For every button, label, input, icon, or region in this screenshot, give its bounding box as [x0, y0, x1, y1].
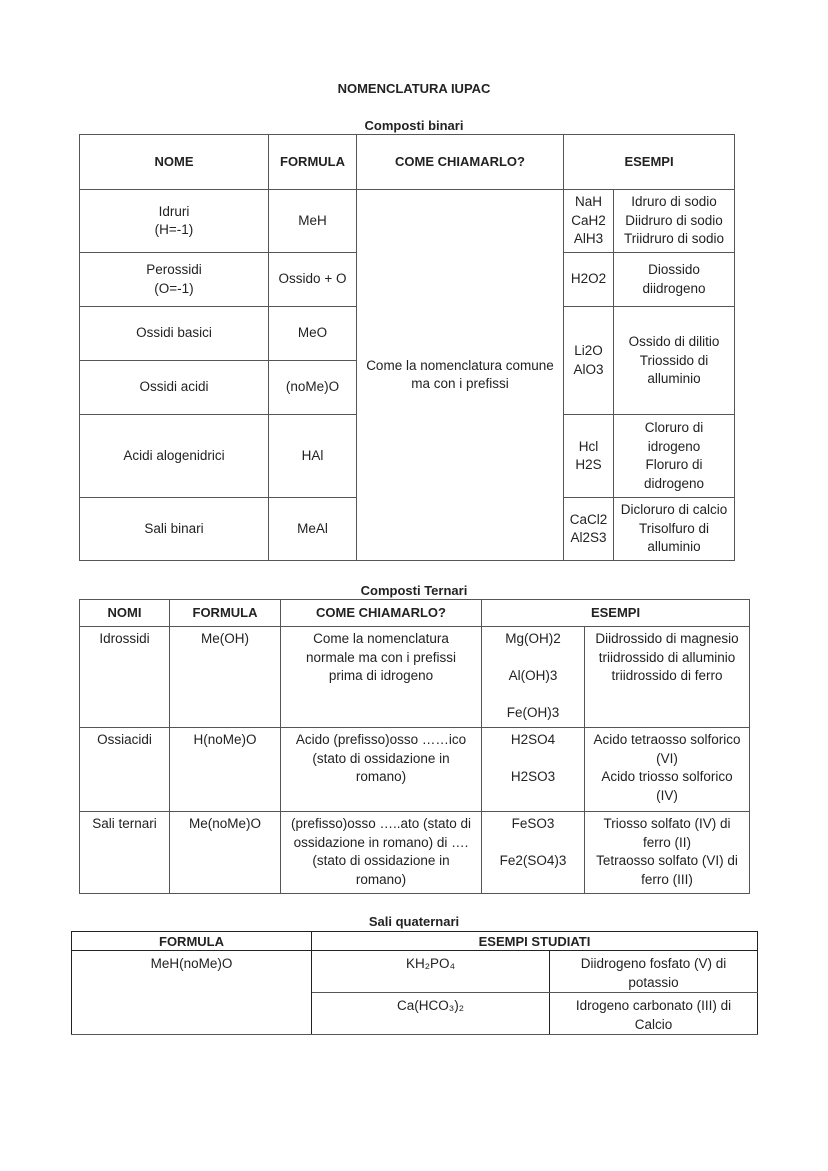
header-formula: FORMULA: [269, 135, 357, 190]
example-name-cell: Idrogeno carbonato (III) di Calcio: [550, 993, 758, 1035]
formula-cell: Me(OH): [170, 627, 281, 728]
formula-cell: MeH(noMe)O: [72, 951, 312, 1035]
example-formula-cell: CaCl2 Al2S3: [564, 498, 614, 561]
header-come-chiamarlo: COME CHIAMARLO?: [281, 600, 482, 627]
nome-cell: Ossidi basici: [80, 307, 269, 361]
quaternari-header-row: [72, 932, 758, 951]
nome-cell: Perossidi (O=-1): [80, 253, 269, 307]
table-row: [80, 190, 735, 253]
example-name-cell: Cloruro di idrogeno Floruro di didrogeno: [614, 415, 735, 498]
example-formula-cell: Li2O AlO3: [564, 307, 614, 415]
nome-cell: Ossidi acidi: [80, 361, 269, 415]
table-row: [80, 812, 750, 894]
example-name-cell: Diossido diidrogeno: [614, 253, 735, 307]
example-name-cell: Diidrogeno fosfato (V) di potassio: [550, 951, 758, 993]
nome-cell: Ossiacidi: [80, 728, 170, 812]
quaternari-table: [71, 931, 758, 1035]
formula-cell: MeAl: [269, 498, 357, 561]
header-esempi-studiati: ESEMPI STUDIATI: [312, 932, 758, 951]
ternari-table: [79, 599, 750, 894]
formula-cell: (noMe)O: [269, 361, 357, 415]
example-name-cell: Acido tetraosso solforico (VI) Acido triosso solforico (IV): [585, 728, 750, 812]
example-name-cell: Ossido di dilitio Triossido di alluminio: [614, 307, 735, 415]
table-row: [72, 951, 758, 993]
example-formula-cell: Ca(HCO₃)₂: [312, 993, 550, 1035]
example-name-cell: Diidrossido di magnesio triidrossido di alluminio triidrossido di ferro: [585, 627, 750, 728]
quaternari-caption: Sali quaternari: [368, 914, 460, 929]
header-formula: FORMULA: [72, 932, 312, 951]
formula-cell: H(noMe)O: [170, 728, 281, 812]
example-formula-cell: KH₂PO₄: [312, 951, 550, 993]
example-formula-cell: H2O2: [564, 253, 614, 307]
formula-cell: HAl: [269, 415, 357, 498]
header-formula: FORMULA: [170, 600, 281, 627]
rule-cell: Come la nomenclatura comune ma con i prefissi: [357, 190, 564, 561]
nome-cell: Idrossidi: [80, 627, 170, 728]
ternari-header-row: [80, 600, 750, 627]
example-formula-cell: NaH CaH2 AlH3: [564, 190, 614, 253]
formula-cell: Me(noMe)O: [170, 812, 281, 894]
binari-header-row: [80, 135, 735, 190]
rule-cell: Come la nomenclatura normale ma con i prefissi prima di idrogeno: [281, 627, 482, 728]
formula-cell: Ossido + O: [269, 253, 357, 307]
header-nome: NOME: [80, 135, 269, 190]
example-name-cell: Idruro di sodio Diidruro di sodio Triidruro di sodio: [614, 190, 735, 253]
ternari-caption: Composti Ternari: [360, 583, 468, 598]
formula-cell: MeO: [269, 307, 357, 361]
header-esempi: ESEMPI: [482, 600, 750, 627]
page-title: NOMENCLATURA IUPAC: [337, 81, 491, 96]
header-esempi: ESEMPI: [564, 135, 735, 190]
header-come-chiamarlo: COME CHIAMARLO?: [357, 135, 564, 190]
example-name-cell: Triosso solfato (IV) di ferro (II) Tetraosso solfato (VI) di ferro (III): [585, 812, 750, 894]
nome-cell: Idruri (H=-1): [80, 190, 269, 253]
header-nomi: NOMI: [80, 600, 170, 627]
example-formula-cell: FeSO3 Fe2(SO4)3: [482, 812, 585, 894]
rule-cell: Acido (prefisso)osso ……ico (stato di ossidazione in romano): [281, 728, 482, 812]
example-formula-cell: Mg(OH)2 Al(OH)3 Fe(OH)3: [482, 627, 585, 728]
nome-cell: Sali ternari: [80, 812, 170, 894]
example-formula-cell: H2SO4 H2SO3: [482, 728, 585, 812]
nome-cell: Sali binari: [80, 498, 269, 561]
table-row: [80, 728, 750, 812]
table-row: [80, 627, 750, 728]
binari-table: [79, 134, 735, 561]
rule-cell: (prefisso)osso …..ato (stato di ossidazione in romano) di …. (stato di ossidazione in romano): [281, 812, 482, 894]
example-name-cell: Dicloruro di calcio Trisolfuro di alluminio: [614, 498, 735, 561]
nome-cell: Acidi alogenidrici: [80, 415, 269, 498]
formula-cell: MeH: [269, 190, 357, 253]
binari-caption: Composti binari: [364, 118, 464, 133]
example-formula-cell: Hcl H2S: [564, 415, 614, 498]
